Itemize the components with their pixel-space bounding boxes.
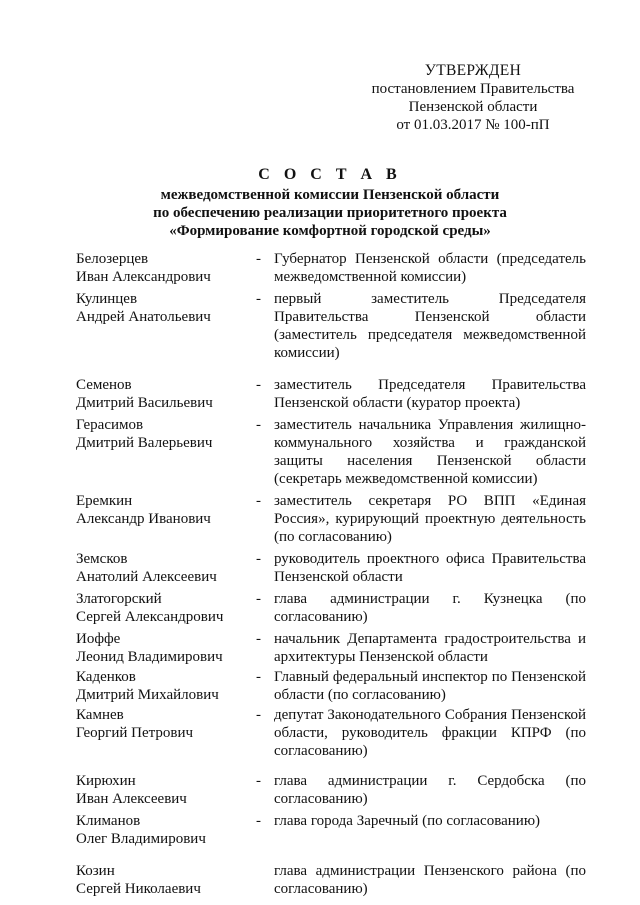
member-given-name: Сергей Александрович (76, 609, 224, 625)
approval-line-3: от 01.03.2017 № 100-пП (396, 117, 550, 133)
member-role: Главный федеральный инспектор по Пензенской области (по согласованию) (274, 669, 586, 703)
member-given-name: Иван Александрович (76, 269, 211, 285)
member-role: заместитель Председателя Правительства Пензенской области (куратор проекта) (274, 377, 586, 411)
member-row (76, 250, 586, 286)
member-given-name: Олег Владимирович (76, 831, 206, 847)
member-given-name: Леонид Владимирович (76, 649, 223, 665)
member-name (76, 492, 256, 528)
member-row (76, 492, 586, 546)
member-row (76, 590, 586, 626)
member-row (76, 812, 586, 848)
member-name (76, 590, 256, 626)
member-name (76, 290, 256, 326)
member-surname: Климанов (76, 813, 141, 829)
member-surname: Козин (76, 863, 115, 879)
member-name (76, 550, 256, 586)
member-surname: Кирюхин (76, 773, 136, 789)
member-row (76, 550, 586, 586)
title-line-2: по обеспечению реализации приоритетного проекта (153, 205, 507, 221)
member-role: начальник Департамента градостроительства и архитектуры Пензенской области (274, 631, 586, 665)
approval-heading: УТВЕРЖДЕН (424, 62, 522, 79)
member-surname: Еремкин (76, 493, 133, 509)
member-given-name: Дмитрий Михайлович (76, 687, 219, 703)
member-dash: - (256, 551, 261, 567)
member-list (76, 250, 586, 898)
member-row (76, 772, 586, 808)
member-surname: Иоффе (76, 631, 121, 647)
member-role: Губернатор Пензенской области (председатель межведомственной комиссии) (274, 251, 586, 285)
member-name (76, 416, 256, 452)
member-dash: - (256, 631, 261, 647)
member-name (76, 376, 256, 412)
member-row (76, 862, 586, 898)
member-given-name: Дмитрий Валерьевич (76, 435, 213, 451)
member-given-name: Дмитрий Васильевич (76, 395, 213, 411)
member-row (76, 376, 586, 412)
member-surname: Камнев (76, 707, 124, 723)
member-role: заместитель секретаря РО ВПП «Единая Россия», курирующий проектную деятельность (по согласованию) (274, 493, 586, 545)
member-dash: - (256, 291, 261, 307)
member-role: глава администрации г. Кузнецка (по согласованию) (274, 591, 586, 625)
member-role: заместитель начальника Управления жилищно-коммунального хозяйства и гражданской защиты населения Пензенской области (секретарь межведомственной комиссии) (274, 417, 586, 487)
member-name (76, 250, 256, 286)
approval-stamp (358, 62, 588, 134)
member-given-name: Анатолий Алексеевич (76, 569, 217, 585)
member-name (76, 706, 256, 742)
approval-line-1: постановлением Правительства (371, 81, 575, 97)
approval-line-2: Пензенской области (408, 99, 538, 115)
member-role: депутат Законодательного Собрания Пензенской области, руководитель фракции КПРФ (по согласованию) (274, 707, 586, 759)
member-role: первый заместитель Председателя Правительства Пензенской области (заместитель председателя межведомственной комиссии) (274, 291, 586, 361)
member-surname: Каденков (76, 669, 136, 685)
member-surname: Златогорский (76, 591, 162, 607)
member-surname: Белозерцев (76, 251, 149, 267)
member-given-name: Андрей Анатольевич (76, 309, 211, 325)
document-title (80, 166, 580, 240)
member-given-name: Сергей Николаевич (76, 881, 201, 897)
member-name (76, 630, 256, 666)
member-role: руководитель проектного офиса Правительства Пензенской области (274, 551, 586, 585)
member-given-name: Иван Алексеевич (76, 791, 187, 807)
member-role: глава администрации г. Сердобска (по согласованию) (274, 773, 586, 807)
title-line-3: «Формирование комфортной городской среды» (169, 223, 491, 239)
member-row (76, 706, 586, 760)
member-dash: - (256, 813, 261, 829)
member-role: глава администрации Пензенского района (по согласованию) (274, 863, 586, 897)
member-given-name: Георгий Петрович (76, 725, 194, 741)
member-surname: Земсков (76, 551, 128, 567)
member-surname: Кулинцев (76, 291, 138, 307)
member-dash: - (256, 707, 261, 723)
member-name (76, 772, 256, 808)
member-surname: Герасимов (76, 417, 144, 433)
member-dash: - (256, 773, 261, 789)
member-given-name: Александр Иванович (76, 511, 211, 527)
member-row (76, 630, 586, 666)
member-row (76, 416, 586, 488)
member-role: глава города Заречный (по согласованию) (274, 813, 541, 829)
member-name (76, 812, 256, 848)
member-dash: - (256, 669, 261, 685)
member-name (76, 668, 256, 704)
member-dash: - (256, 591, 261, 607)
member-dash: - (256, 417, 261, 433)
member-dash: - (256, 251, 261, 267)
member-name (76, 862, 256, 898)
title-line-1: межведомственной комиссии Пензенской области (160, 187, 500, 203)
member-row (76, 668, 586, 704)
member-surname: Семенов (76, 377, 132, 393)
member-dash: - (256, 493, 261, 509)
title-main: С О С Т А В (258, 166, 402, 183)
member-dash: - (256, 377, 261, 393)
member-row (76, 290, 586, 362)
